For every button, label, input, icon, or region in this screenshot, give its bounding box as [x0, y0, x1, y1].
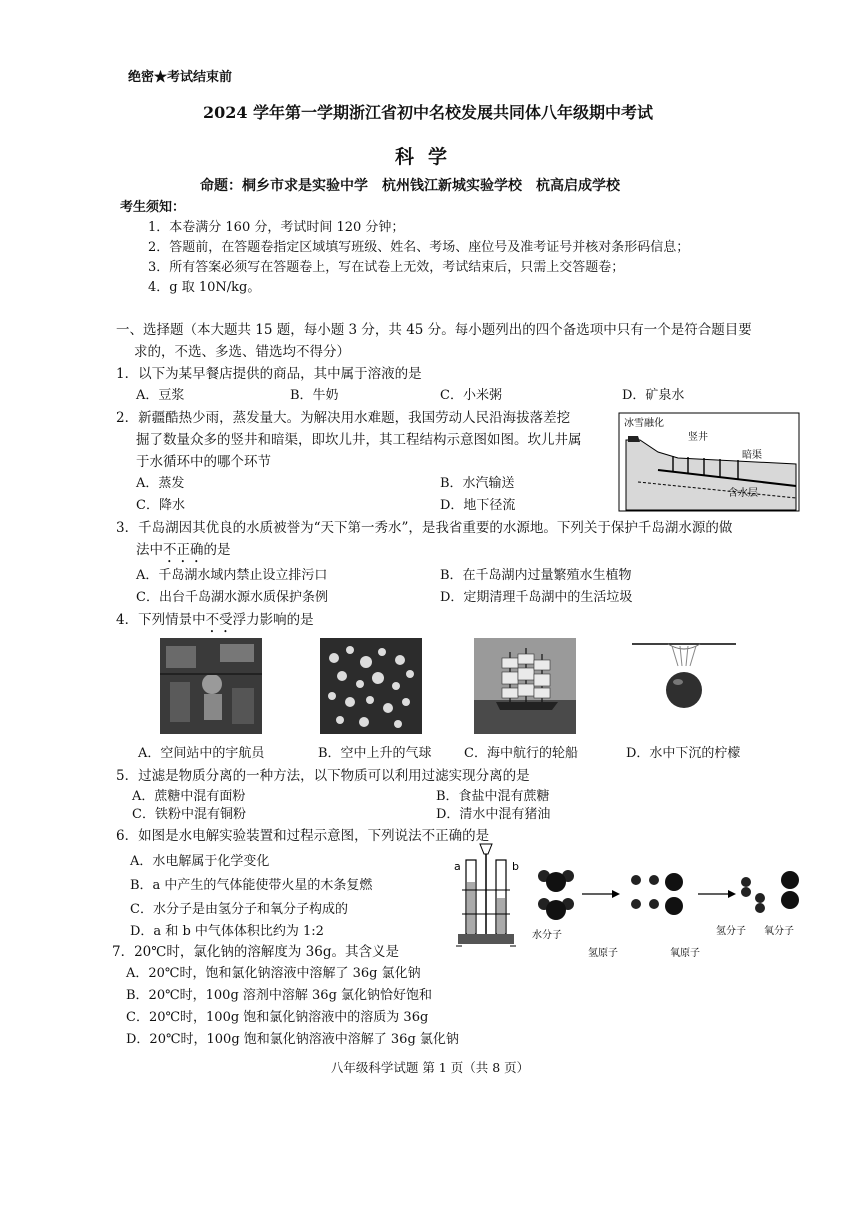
- ice-snow: [628, 436, 640, 442]
- label-oxygen-molecule: 氧分子: [764, 926, 794, 937]
- label-hydrogen-atom: 氢原子: [588, 948, 618, 959]
- q1-option-d: D．矿泉水: [622, 388, 685, 403]
- q4-emphasis: 不受: [205, 612, 233, 628]
- q3-text: 法中: [136, 542, 163, 558]
- q6-option-d: D．a 和 b 中气体体积比约为 1:2: [130, 924, 324, 939]
- q7-option-a: A．20℃时，饱和氯化钠溶液中溶解了 36g 氯化钠: [126, 966, 421, 981]
- page-footer: 八年级科学试题 第 1 页（共 8 页）: [330, 1060, 530, 1075]
- authors-line: 命题：桐乡市求是实验中学 杭州钱江新城实验学校 杭高启成学校: [200, 178, 620, 194]
- question-7-stem: 7．20℃时，氯化钠的溶解度为 36g。其含义是: [112, 944, 399, 960]
- q2-option-b: B．水汽输送: [440, 476, 515, 491]
- exam-title: 2024 学年第一学期浙江省初中名校发展共同体八年级期中考试: [202, 103, 654, 122]
- label-oxygen-atom: 氧原子: [670, 948, 700, 959]
- label-ice: 冰雪融化: [624, 418, 664, 429]
- question-2-stem-cont: 掘了数量众多的竖井和暗渠，即坎儿井，其工程结构示意图如图。坎儿井属: [136, 432, 582, 448]
- water-molecules: [538, 870, 574, 920]
- q5-option-b: B．食盐中混有蔗糖: [436, 789, 550, 804]
- product-molecules: [741, 871, 799, 913]
- q4-option-a: A．空间站中的宇航员: [138, 746, 265, 761]
- separated-atoms: [631, 873, 683, 915]
- q5-option-c: C．铁粉中混有铜粉: [132, 807, 246, 822]
- q3-emphasis: 不正确: [163, 542, 204, 558]
- q4-text: 4．下列情景中: [116, 612, 206, 628]
- section-heading: 一、选择题（本大题共 15 题，每小题 3 分，共 45 分。每小题列出的四个备选项中只有一个是符合题目要: [116, 322, 752, 338]
- question-4-stem: [116, 608, 314, 636]
- q4-option-c: C．海中航行的轮船: [464, 746, 578, 761]
- section-heading-cont: 求的，不选、多选、错选均不得分）: [134, 344, 350, 360]
- q1-option-b: B．牛奶: [290, 388, 339, 403]
- q5-option-a: A．蔗糖中混有面粉: [132, 789, 246, 804]
- q3-option-a: A．千岛湖水域内禁止设立排污口: [136, 568, 328, 583]
- question-3-stem-cont: [136, 538, 231, 566]
- q2-option-c: C．降水: [136, 498, 185, 513]
- ship-photo: [474, 638, 576, 734]
- question-6-stem: 6．如图是水电解实验装置和过程示意图，下列说法不正确的是: [116, 828, 490, 844]
- q7-option-b: B．20℃时，100g 溶剂中溶解 36g 氯化钠恰好饱和: [126, 988, 433, 1003]
- subject-title: 科学: [394, 146, 461, 168]
- label-hydrogen-molecule: 氢分子: [716, 926, 746, 937]
- q4-option-b: B．空中上升的气球: [318, 746, 432, 761]
- question-3-stem: 3．千岛湖因其优良的水质被誉为“天下第一秀水”，是我省重要的水源地。下列关于保护千岛湖水源的做: [116, 520, 733, 536]
- q5-option-d: D．清水中混有猪油: [436, 807, 551, 822]
- notice-item: 3．所有答案必须写在答题卷上，写在试卷上无效，考试结束后，只需上交答题卷；: [148, 260, 625, 275]
- notice-item: 2．答题前，在答题卷指定区域填写班级、姓名、考场、座位号及准考证号并核对条形码信息；: [148, 240, 690, 255]
- q1-option-c: C．小米粥: [440, 388, 502, 403]
- question-5-stem: 5．过滤是物质分离的一种方法，以下物质可以利用过滤实现分离的是: [116, 768, 530, 784]
- q7-option-c: C．20℃时，100g 饱和氯化钠溶液中的溶质为 36g: [126, 1010, 429, 1025]
- astronaut-photo: [160, 638, 262, 734]
- notice-item: 4．g 取 10N/kg。: [148, 280, 261, 295]
- label-shaft: 竖井: [688, 432, 708, 443]
- q6-option-b: B．a 中产生的气体能使带火星的木条复燃: [130, 878, 373, 893]
- q6-option-a: A．水电解属于化学变化: [130, 854, 270, 869]
- q3-option-d: D．定期清理千岛湖中的生活垃圾: [440, 590, 633, 605]
- q7-option-d: D．20℃时，100g 饱和氯化钠溶液中溶解了 36g 氯化钠: [126, 1032, 459, 1047]
- notice-heading: 考生须知：: [120, 200, 186, 215]
- label-a: a: [454, 860, 461, 873]
- question-2-stem-cont: 于水循环中的哪个环节: [136, 454, 271, 470]
- q3-option-c: C．出台千岛湖水源水质保护条例: [136, 590, 328, 605]
- q2-option-a: A．蒸发: [136, 476, 185, 491]
- question-2-stem: 2．新疆酷热少雨，蒸发量大。为解决用水难题，我国劳动人民沿海拔落差挖: [116, 410, 571, 426]
- question-1-stem: 1．以下为某早餐店提供的商品，其中属于溶液的是: [116, 366, 422, 382]
- balloons-photo: [320, 638, 422, 734]
- q3-text: 的是: [203, 542, 231, 558]
- electrolysis-process-diagram: [524, 860, 814, 964]
- q3-option-b: B．在千岛湖内过量繁殖水生植物: [440, 568, 632, 583]
- q4-text: 浮力影响的是: [232, 612, 314, 628]
- q2-option-d: D．地下径流: [440, 498, 516, 513]
- q6-option-c: C．水分子是由氢分子和氧分子构成的: [130, 902, 348, 917]
- label-aquifer: 含水层: [728, 488, 758, 499]
- q4-option-d: D．水中下沉的柠檬: [626, 746, 741, 761]
- label-b: b: [512, 860, 519, 873]
- karez-diagram: [618, 412, 800, 512]
- label-canal: 暗渠: [742, 450, 762, 461]
- electrolysis-apparatus: [448, 842, 528, 952]
- label-water-molecule: 水分子: [532, 930, 562, 941]
- sinking-lemon-figure: [632, 640, 736, 720]
- notice-item: 1．本卷满分 160 分，考试时间 120 分钟；: [148, 220, 405, 235]
- q1-option-a: A．豆浆: [136, 388, 185, 403]
- confidential-mark: 绝密★考试结束前: [128, 70, 233, 85]
